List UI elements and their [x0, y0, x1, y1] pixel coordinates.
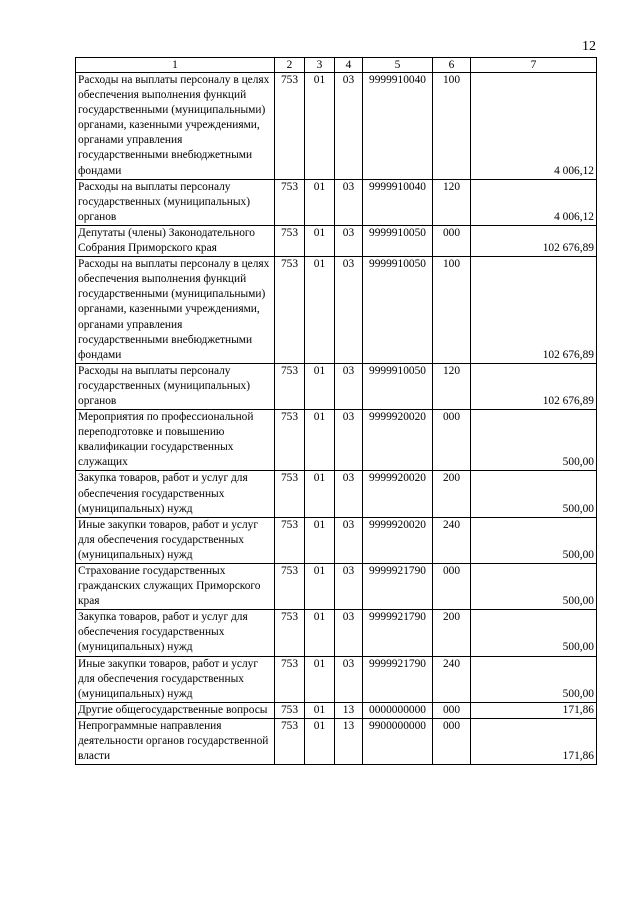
row-amount-cell: 102 676,89	[471, 363, 597, 409]
table-row	[76, 410, 597, 471]
row-target-cell: 9999920020	[363, 471, 433, 517]
row-code-cell: 753	[275, 257, 305, 364]
row-type-cell: 240	[433, 656, 471, 702]
row-target-cell: 0000000000	[363, 702, 433, 718]
row-type-cell: 200	[433, 471, 471, 517]
row-type-cell: 000	[433, 225, 471, 256]
row-name-cell: Расходы на выплаты персоналу в целях обеспечения выполнения функций государственными (муниципальными) органами, казенными учреждениями, органами управления государственными внебюджетными фондами	[76, 257, 275, 364]
row-code-cell: 753	[275, 363, 305, 409]
row-subsection-cell: 13	[335, 718, 363, 764]
budget-table	[75, 57, 597, 765]
table-row	[76, 179, 597, 225]
row-amount-cell: 171,86	[471, 718, 597, 764]
row-subsection-cell: 13	[335, 702, 363, 718]
row-amount-cell: 171,86	[471, 702, 597, 718]
row-code-cell: 753	[275, 517, 305, 563]
row-target-cell: 9999920020	[363, 410, 433, 471]
row-type-cell: 120	[433, 179, 471, 225]
row-subsection-cell: 03	[335, 73, 363, 180]
row-section-cell: 01	[305, 471, 335, 517]
row-name-cell: Закупка товаров, работ и услуг для обеспечения государственных (муниципальных) нужд	[76, 471, 275, 517]
row-code-cell: 753	[275, 410, 305, 471]
row-section-cell: 01	[305, 257, 335, 364]
row-section-cell: 01	[305, 702, 335, 718]
row-subsection-cell: 03	[335, 257, 363, 364]
row-subsection-cell: 03	[335, 225, 363, 256]
row-section-cell: 01	[305, 179, 335, 225]
row-name-cell: Иные закупки товаров, работ и услуг для обеспечения государственных (муниципальных) нужд	[76, 517, 275, 563]
table-row	[76, 517, 597, 563]
row-code-cell: 753	[275, 179, 305, 225]
row-section-cell: 01	[305, 410, 335, 471]
row-target-cell: 9999920020	[363, 517, 433, 563]
row-subsection-cell: 03	[335, 410, 363, 471]
table-row	[76, 73, 597, 180]
row-amount-cell: 500,00	[471, 564, 597, 610]
row-type-cell: 200	[433, 610, 471, 656]
row-amount-cell: 4 006,12	[471, 73, 597, 180]
row-name-cell: Расходы на выплаты персоналу государственных (муниципальных) органов	[76, 179, 275, 225]
row-section-cell: 01	[305, 718, 335, 764]
row-amount-cell: 102 676,89	[471, 225, 597, 256]
row-type-cell: 120	[433, 363, 471, 409]
row-section-cell: 01	[305, 610, 335, 656]
row-section-cell: 01	[305, 225, 335, 256]
row-subsection-cell: 03	[335, 564, 363, 610]
row-code-cell: 753	[275, 656, 305, 702]
row-target-cell: 9900000000	[363, 718, 433, 764]
row-section-cell: 01	[305, 656, 335, 702]
row-amount-cell: 500,00	[471, 471, 597, 517]
row-target-cell: 9999921790	[363, 564, 433, 610]
row-target-cell: 9999910050	[363, 257, 433, 364]
row-name-cell: Закупка товаров, работ и услуг для обеспечения государственных (муниципальных) нужд	[76, 610, 275, 656]
row-subsection-cell: 03	[335, 363, 363, 409]
header-cell-6: 6	[433, 58, 471, 73]
row-amount-cell: 500,00	[471, 610, 597, 656]
header-cell-4: 4	[335, 58, 363, 73]
row-amount-cell: 500,00	[471, 410, 597, 471]
header-cell-5: 5	[363, 58, 433, 73]
table-row	[76, 225, 597, 256]
row-subsection-cell: 03	[335, 179, 363, 225]
page-number: 12	[582, 39, 596, 54]
row-target-cell: 9999921790	[363, 610, 433, 656]
row-amount-cell: 102 676,89	[471, 257, 597, 364]
row-subsection-cell: 03	[335, 610, 363, 656]
row-target-cell: 9999910050	[363, 225, 433, 256]
row-code-cell: 753	[275, 471, 305, 517]
row-code-cell: 753	[275, 225, 305, 256]
row-type-cell: 100	[433, 73, 471, 180]
table-body	[76, 58, 597, 765]
row-type-cell: 240	[433, 517, 471, 563]
row-subsection-cell: 03	[335, 656, 363, 702]
row-code-cell: 753	[275, 564, 305, 610]
row-amount-cell: 500,00	[471, 517, 597, 563]
table-row	[76, 656, 597, 702]
table-row	[76, 257, 597, 364]
row-code-cell: 753	[275, 702, 305, 718]
row-section-cell: 01	[305, 564, 335, 610]
row-code-cell: 753	[275, 718, 305, 764]
row-subsection-cell: 03	[335, 517, 363, 563]
row-name-cell: Депутаты (члены) Законодательного Собрания Приморского края	[76, 225, 275, 256]
row-amount-cell: 4 006,12	[471, 179, 597, 225]
row-type-cell: 000	[433, 702, 471, 718]
row-target-cell: 9999921790	[363, 656, 433, 702]
row-code-cell: 753	[275, 73, 305, 180]
row-name-cell: Непрограммные направления деятельности органов государственной власти	[76, 718, 275, 764]
row-name-cell: Расходы на выплаты персоналу государственных (муниципальных) органов	[76, 363, 275, 409]
row-type-cell: 000	[433, 564, 471, 610]
row-section-cell: 01	[305, 517, 335, 563]
row-name-cell: Расходы на выплаты персоналу в целях обеспечения выполнения функций государственными (муниципальными) органами, казенными учреждениями, органами управления государственными внебюджетными фондами	[76, 73, 275, 180]
row-subsection-cell: 03	[335, 471, 363, 517]
header-cell-1: 1	[76, 58, 275, 73]
row-amount-cell: 500,00	[471, 656, 597, 702]
row-target-cell: 9999910040	[363, 73, 433, 180]
header-cell-2: 2	[275, 58, 305, 73]
row-section-cell: 01	[305, 73, 335, 180]
header-cell-3: 3	[305, 58, 335, 73]
row-target-cell: 9999910050	[363, 363, 433, 409]
row-name-cell: Мероприятия по профессиональной переподготовке и повышению квалификации государственных служащих	[76, 410, 275, 471]
table-row	[76, 471, 597, 517]
table-row	[76, 363, 597, 409]
row-section-cell: 01	[305, 363, 335, 409]
header-row	[76, 58, 597, 73]
row-target-cell: 9999910040	[363, 179, 433, 225]
table-row	[76, 718, 597, 764]
header-cell-7: 7	[471, 58, 597, 73]
table-row	[76, 610, 597, 656]
row-type-cell: 000	[433, 718, 471, 764]
row-type-cell: 000	[433, 410, 471, 471]
row-name-cell: Иные закупки товаров, работ и услуг для обеспечения государственных (муниципальных) нужд	[76, 656, 275, 702]
row-type-cell: 100	[433, 257, 471, 364]
table-row	[76, 564, 597, 610]
row-name-cell: Страхование государственных гражданских служащих Приморского края	[76, 564, 275, 610]
table-row	[76, 702, 597, 718]
row-name-cell: Другие общегосударственные вопросы	[76, 702, 275, 718]
row-code-cell: 753	[275, 610, 305, 656]
